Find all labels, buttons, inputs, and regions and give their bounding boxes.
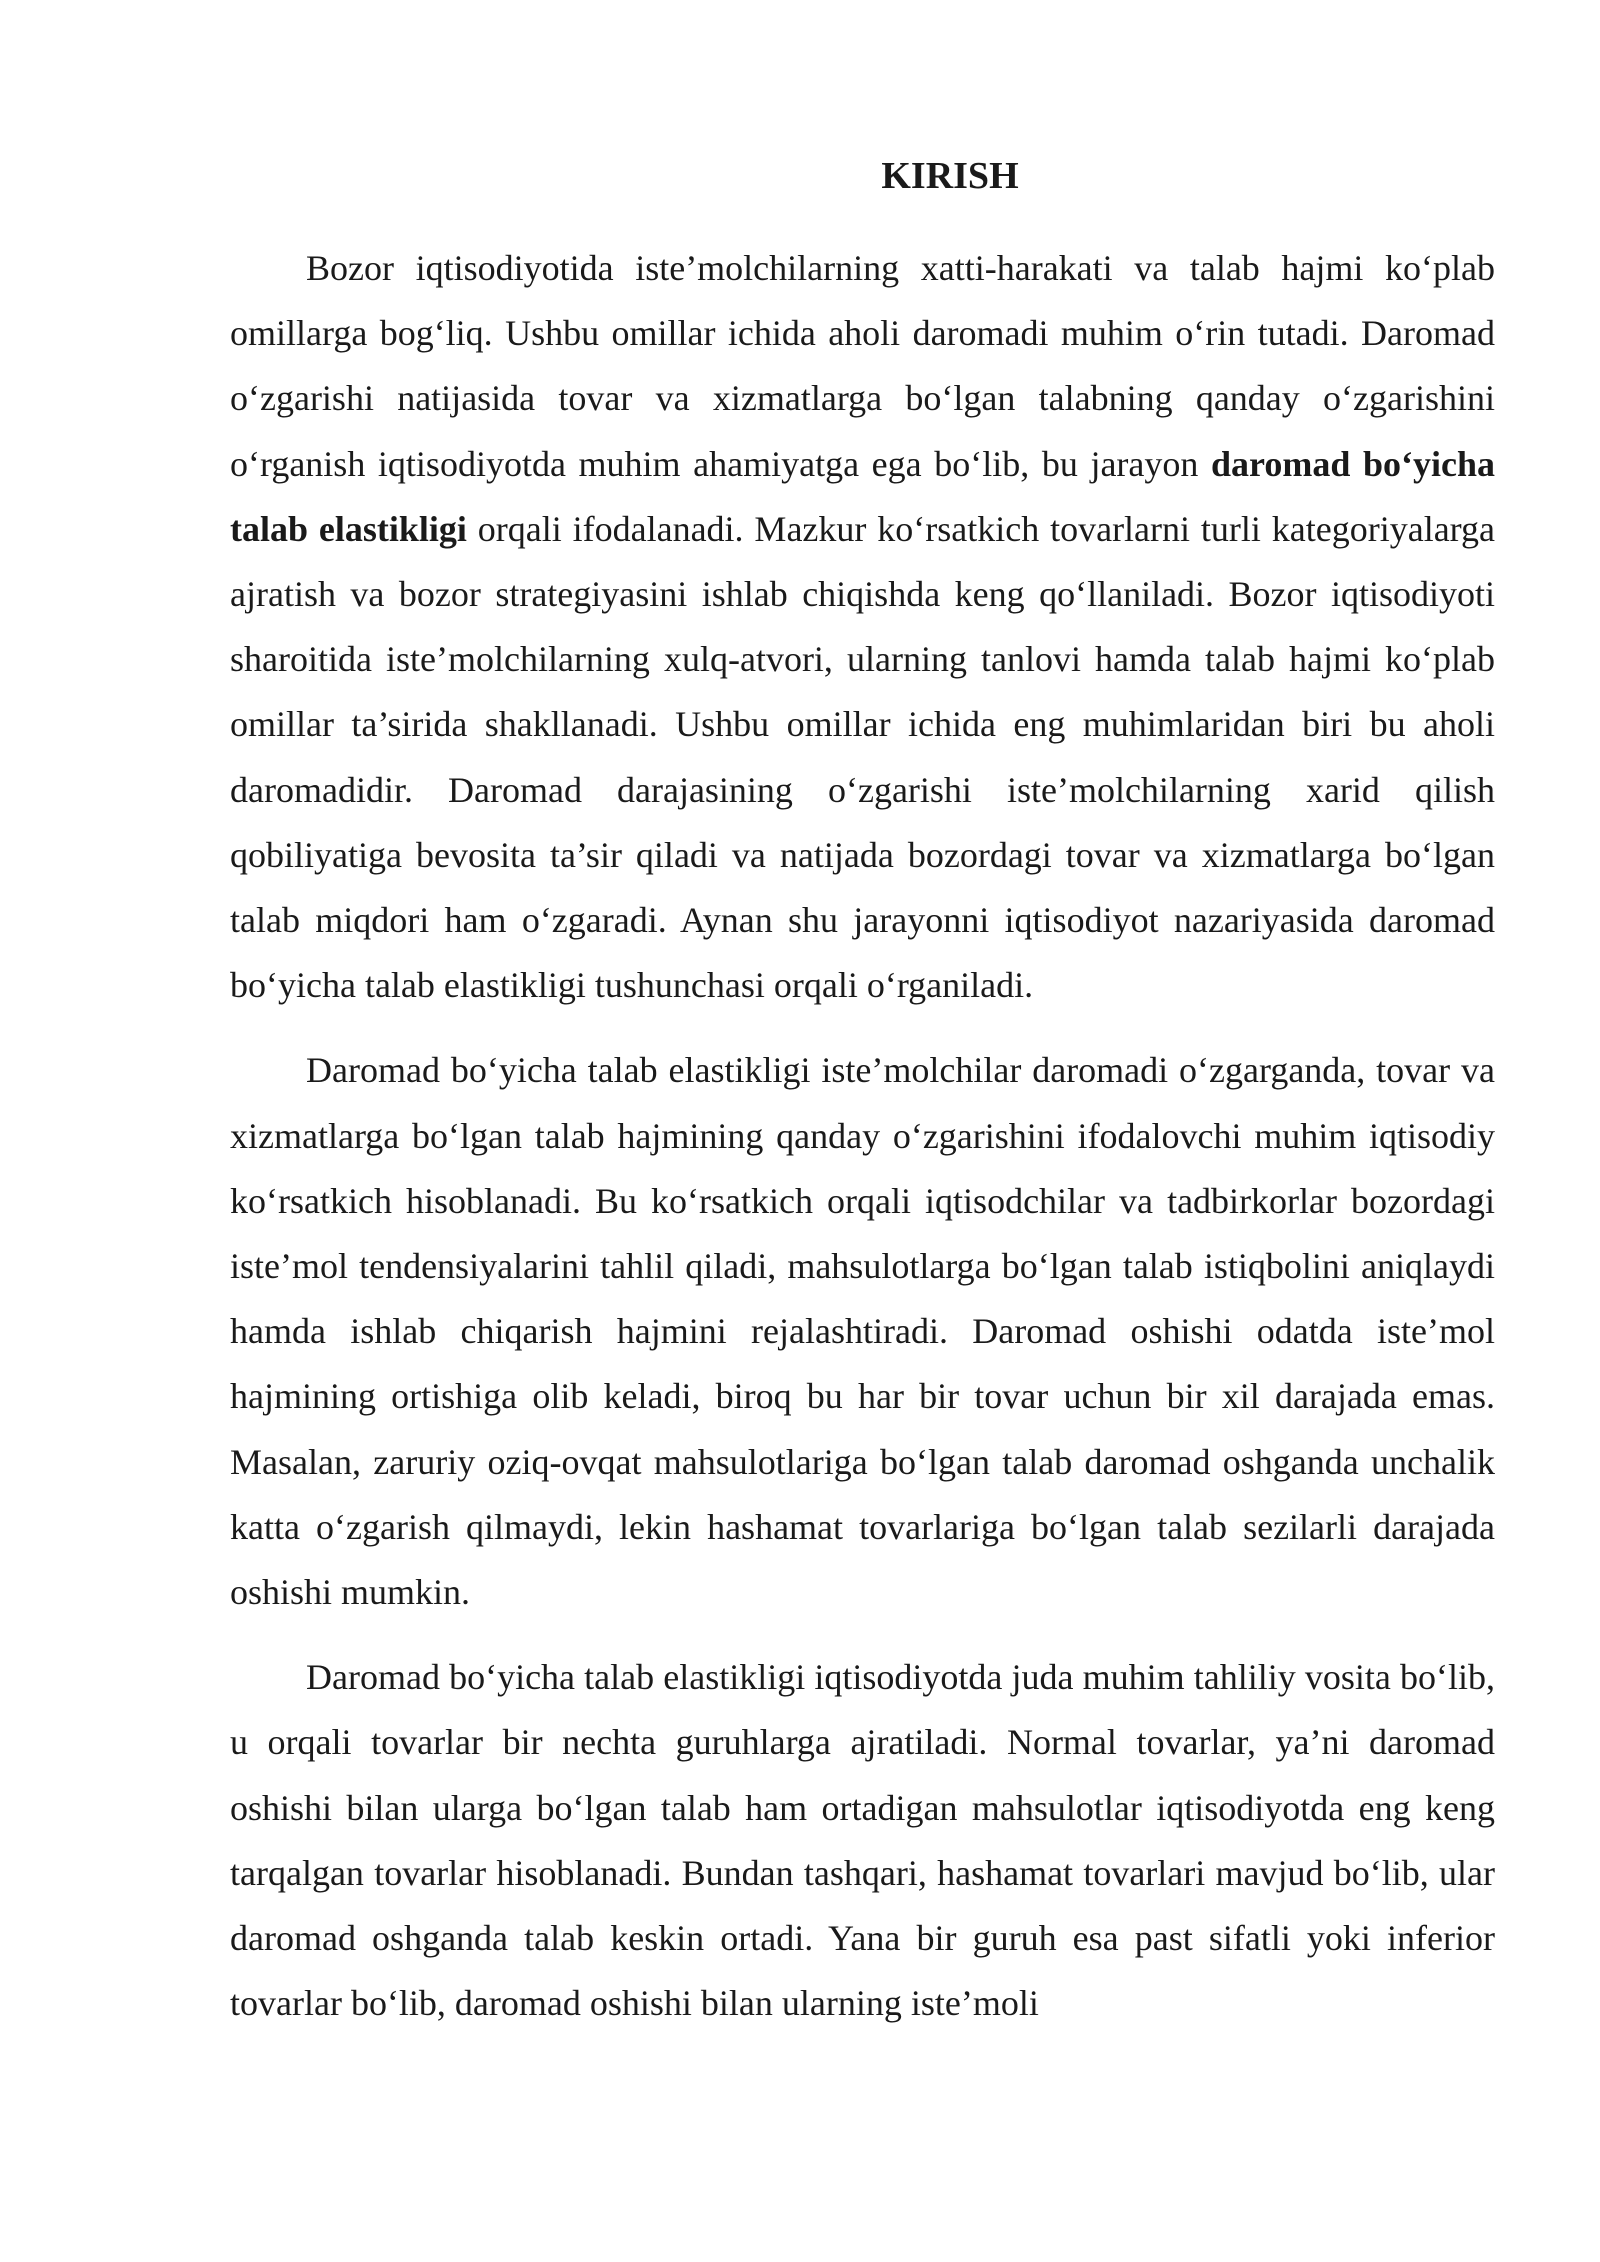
paragraph-1-text-end: orqali ifodalanadi. Mazkur ko‘rsatkich tovarlarni turli kategoriyalarga ajratish va bozor strategiyasini ishlab chiqishda keng qo‘llaniladi. Bozor iqtisodiyoti sharoitida iste’molchilarning xulq-atvori, ularning tanlovi hamda talab hajmi ko‘plab omillar ta’sirida shakllanadi. Ushbu omillar ichida eng muhimlaridan biri bu aholi daromadidir. Daromad darajasining o‘zgarishi iste’molchilarning xarid qilish qobiliyatiga bevosita ta’sir qiladi va natijada bozordagi tovar va xizmatlarga bo‘lgan talab miqdori ham o‘zgaradi. Aynan shu jarayonni iqtisodiyot nazariyasida daromad bo‘yicha talab elastikligi tushunchasi orqali o‘rganiladi. bbox=[230, 508, 1495, 1006]
paragraph-1 bbox=[230, 236, 1495, 1018]
document-body bbox=[230, 236, 1495, 2036]
paragraph-2: Daromad bo‘yicha talab elastikligi iste’molchilar daromadi o‘zgarganda, tovar va xizmatlarga bo‘lgan talab hajmining qanday o‘zgarishini ifodalovchi muhim iqtisodiy ko‘rsatkich hisoblanadi. Bu ko‘rsatkich orqali iqtisodchilar va tadbirkorlar bozordagi iste’mol tendensiyalarini tahlil qiladi, mahsulotlarga bo‘lgan talab istiqbolini aniqlaydi hamda ishlab chiqarish hajmini rejalashtiradi. Daromad oshishi odatda iste’mol hajmining ortishiga olib keladi, biroq bu har bir tovar uchun bir xil darajada emas. Masalan, zaruriy oziq-ovqat mahsulotlariga bo‘lgan talab daromad oshganda unchalik katta o‘zgarish qilmaydi, lekin hashamat tovarlariga bo‘lgan talab sezilarli darajada oshishi mumkin. bbox=[230, 1050, 1495, 1613]
section-title: KIRISH bbox=[881, 155, 1019, 197]
paragraph-3: Daromad bo‘yicha talab elastikligi iqtisodiyotda juda muhim tahliliy vosita bo‘lib, u orqali tovarlar bir nechta guruhlarga ajratiladi. Normal tovarlar, ya’ni daromad oshishi bilan ularga bo‘lgan talab ham ortadigan mahsulotlar iqtisodiyotda eng keng tarqalgan tovarlar hisoblanadi. Bundan tashqari, hashamat tovarlari mavjud bo‘lib, ular daromad oshganda talab keskin ortadi. Yana bir guruh esa past sifatli yoki inferior tovarlar bo‘lib, daromad oshishi bilan ularning iste’moli bbox=[230, 1657, 1495, 2024]
key-term-bold: daromad bo‘yicha talab elastikligi bbox=[230, 443, 1495, 549]
paragraph-1-text-start: Bozor iqtisodiyotida iste’molchilarning xatti-harakati va talab hajmi ko‘plab omillarga bog‘liq. Ushbu omillar ichida aholi daromadi muhim o‘rin tutadi. Daromad o‘zgarishi natijasida tovar va xizmatlarga bo‘lgan talabning qanday o‘zgarishini o‘rganish iqtisodiyotda muhim ahamiyatga ega bo‘lib, bu jarayon bbox=[230, 248, 1495, 484]
